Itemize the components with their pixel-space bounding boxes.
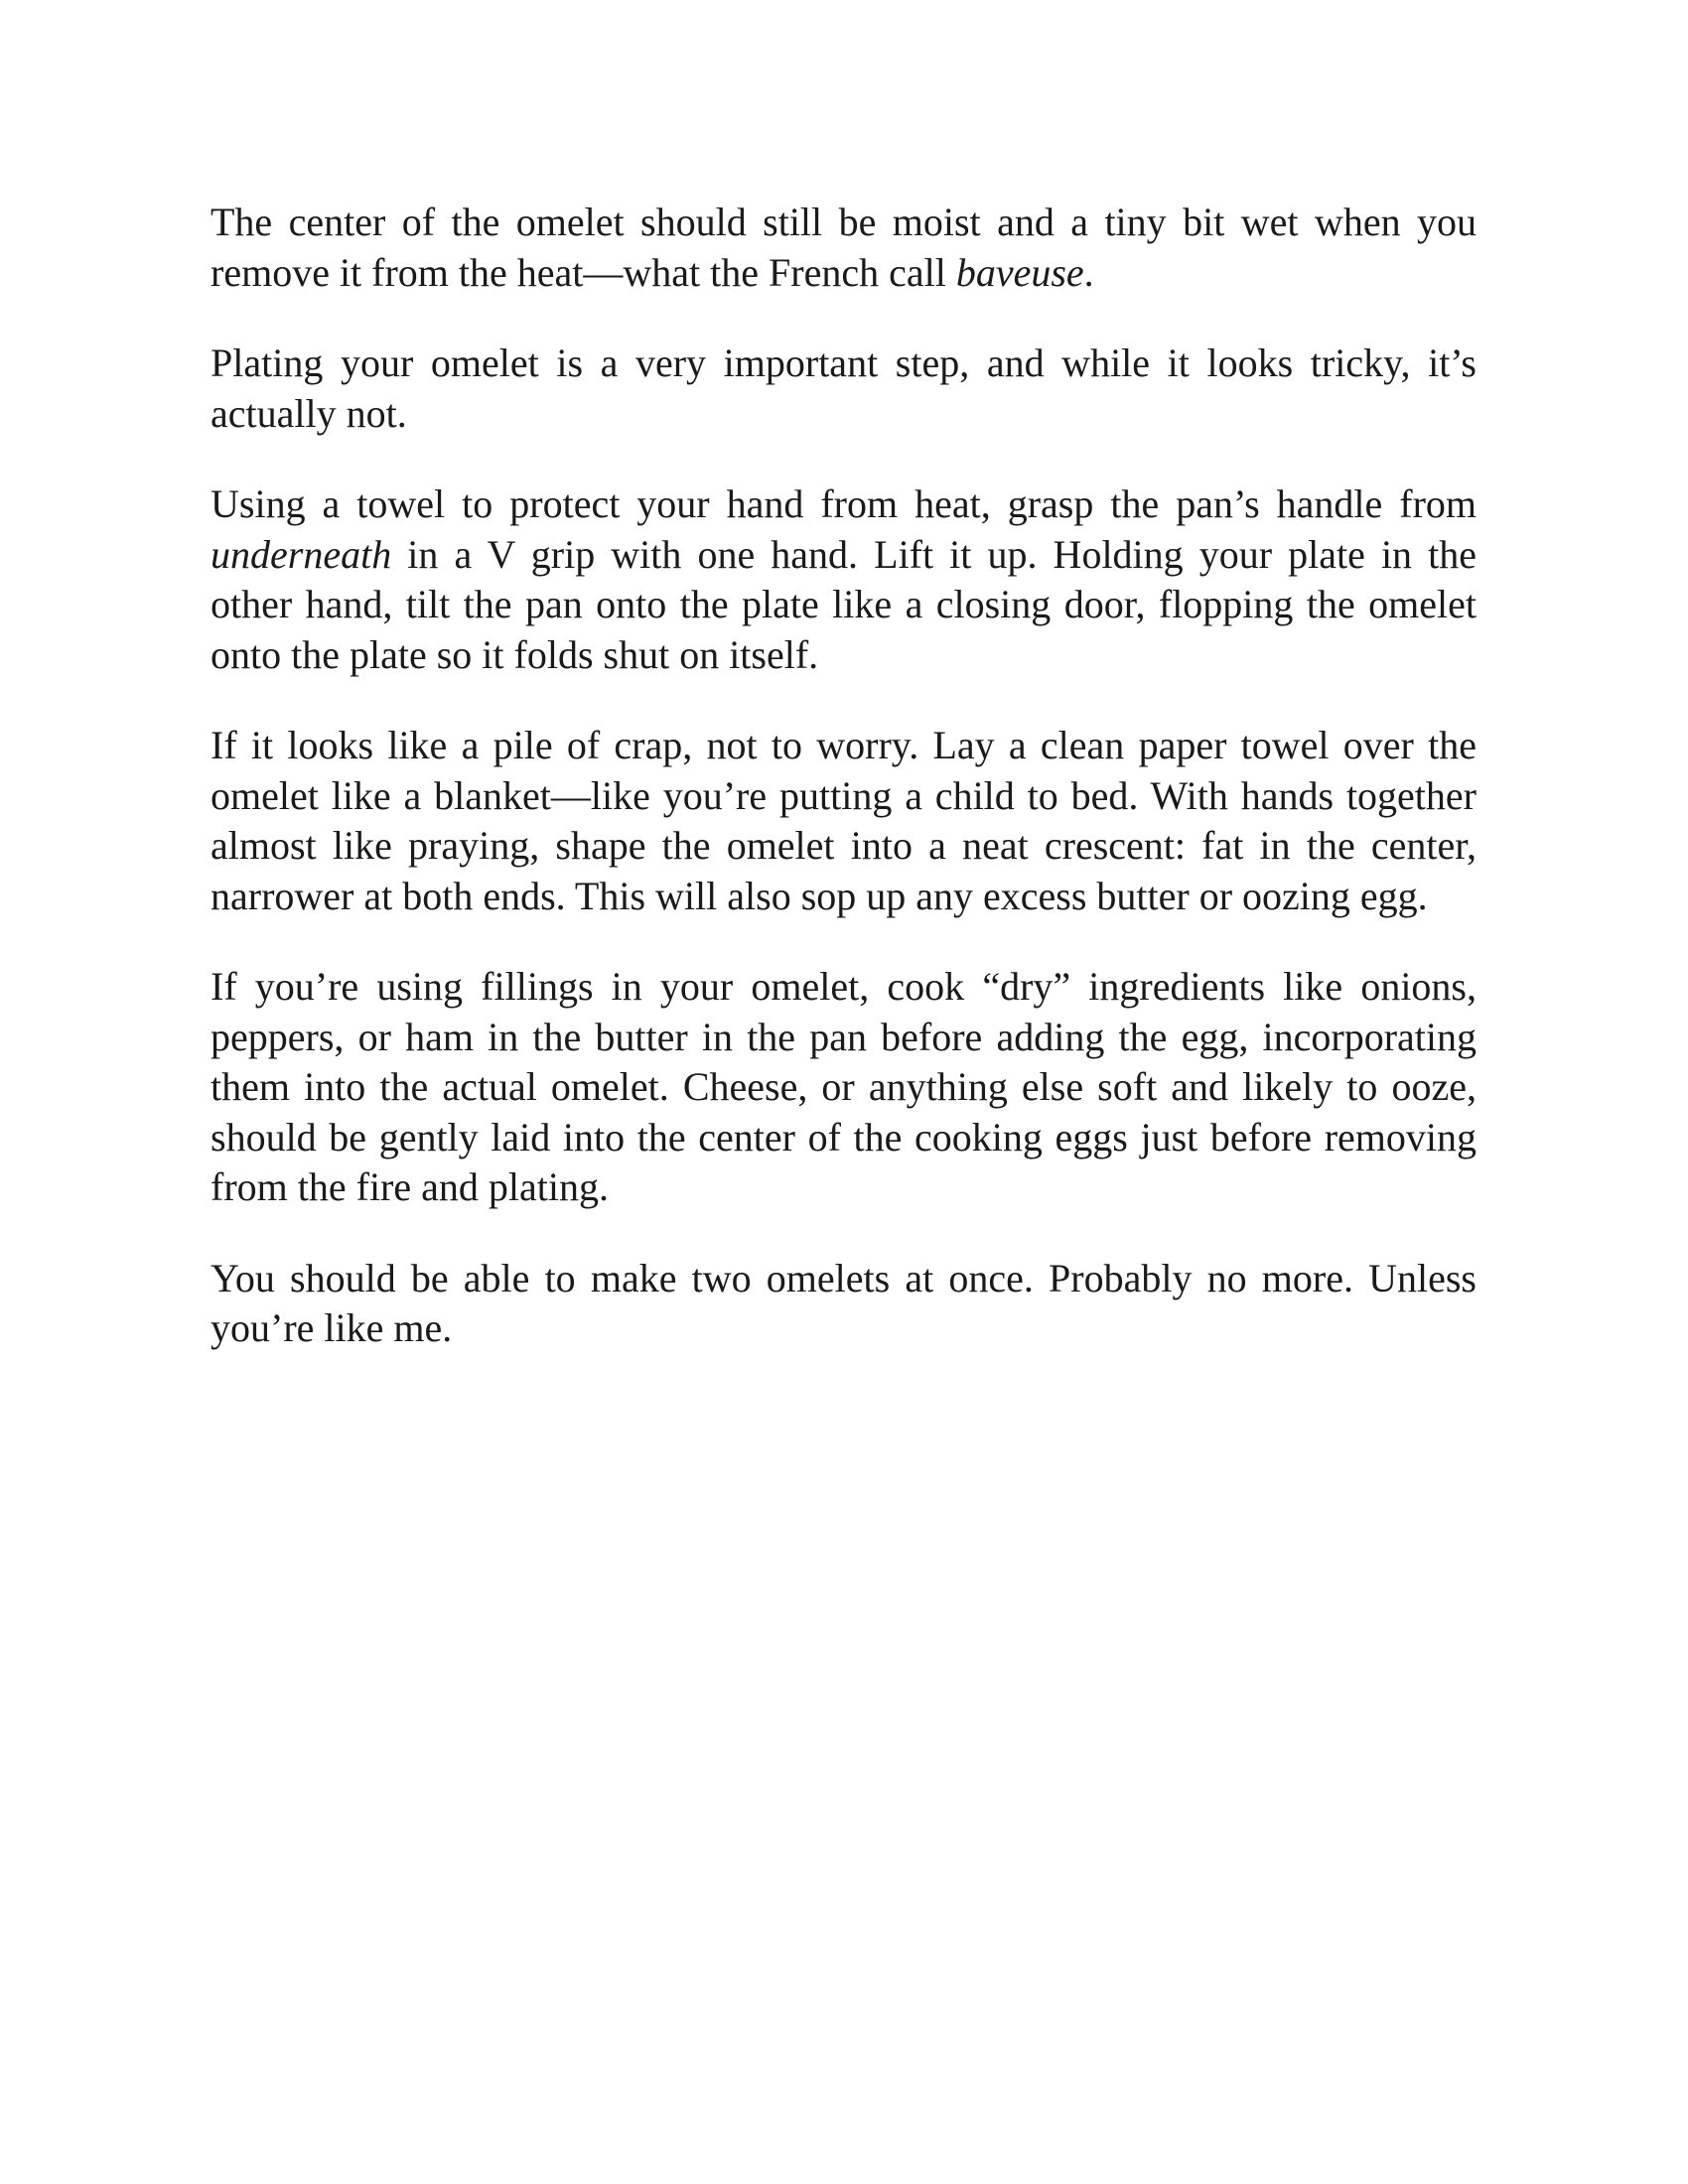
paragraph-text: If it looks like a pile of crap, not to worry. Lay a clean paper towel over the omelet like a blanket—like you’re putting a child to bed. With hands together almost like praying, shape the omelet into a neat crescent: fat in the center, narrower at both ends. This will also sop up any excess butter or oozing egg. — [211, 723, 1477, 918]
paragraph-fillings — [211, 962, 1477, 1213]
paragraph-grip — [211, 479, 1477, 680]
paragraph-baveuse — [211, 198, 1477, 298]
paragraph-text: Using a towel to protect your hand from heat, grasp the pan’s handle from — [211, 481, 1477, 526]
italic-term-baveuse: baveuse — [955, 249, 1084, 295]
paragraph-text: Plating your omelet is a very important step, and while it looks tricky, it’s actually not. — [211, 341, 1477, 436]
body-text — [211, 198, 1477, 1354]
paragraph-text: If you’re using fillings in your omelet, cook “dry” ingredients like onions, peppers, or ham in the butter in the pan before adding the egg, incorporating them into the actual omelet. Cheese, or anything else soft and likely to ooze, should be gently laid into the center of the cooking eggs just before removing from the fire and plating. — [211, 964, 1477, 1209]
paragraph-text: . — [1083, 249, 1094, 295]
paragraph-plating — [211, 339, 1477, 439]
paragraph-text: You should be able to make two omelets at once. Probably no more. Unless you’re like me. — [211, 1255, 1477, 1350]
paragraph-two-omelets — [211, 1254, 1477, 1354]
italic-term-underneath: underneath — [211, 531, 392, 577]
paragraph-text: The center of the omelet should still be moist and a tiny bit wet when you remove it from the heat—what the French call — [211, 200, 1477, 295]
paragraph-shaping — [211, 721, 1477, 921]
paragraph-text: in a V grip with one hand. Lift it up. Holding your plate in the other hand, tilt the pan onto the plate like a closing door, flopping the omelet onto the plate so it folds shut on itself. — [211, 531, 1477, 677]
